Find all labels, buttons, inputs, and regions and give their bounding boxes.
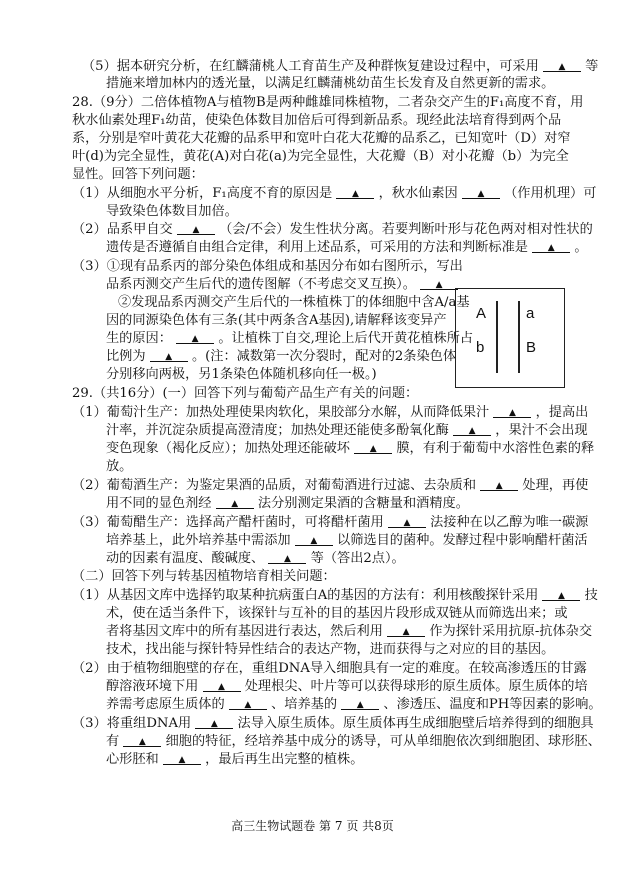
answer-blank bbox=[123, 734, 161, 747]
answer-blank bbox=[480, 478, 518, 491]
gene-label: a bbox=[526, 305, 535, 322]
gene-label: b bbox=[476, 339, 485, 356]
answer-blank bbox=[341, 697, 379, 710]
answer-blank bbox=[295, 533, 333, 546]
text-line: 叶(d)为完全显性，黄花(A)对白花(a)为完全显性，大花瓣（B）对小花瓣（b）为完全 bbox=[72, 149, 569, 164]
answer-blank bbox=[163, 752, 201, 765]
answer-blank bbox=[420, 277, 458, 290]
answer-blank bbox=[336, 186, 374, 199]
answer-blank bbox=[177, 222, 215, 235]
text-line: 心形胚和 ▲ ，最后再生出完整的植株。 bbox=[106, 751, 363, 768]
text-line: 养需考虑原生质体的 ▲ 、培养基的 ▲ 、渗透压、温度和PH等因素的影响。 bbox=[106, 696, 602, 713]
text-line: 变色现象（褐化反应）；加热处理还能破坏 ▲ 膜，有利于葡萄中水溶性色素的释 bbox=[106, 440, 594, 457]
answer-blank bbox=[216, 496, 254, 509]
text-line: 29.（共16分）(一）回答下列与葡萄产品生产有关的问题： bbox=[72, 386, 419, 401]
text-line: 汁率，并沉淀杂质提高澄清度；加热处理还能使多酚氧化酶 ▲ ，果汁不会出现 bbox=[106, 422, 588, 439]
answer-blank bbox=[453, 423, 491, 436]
text-line: （3）将重组DNA用 ▲ 法导入原生质体。原生质体再生成细胞壁后培养得到的细胞具 bbox=[72, 715, 594, 732]
text-line: （2）由于植物细胞壁的存在，重组DNA导入细胞具有一定的难度。在较高渗透压的甘露 bbox=[72, 661, 587, 676]
text-line: 动的因素有温度、酸碱度、 ▲ 等（答出2点）。 bbox=[106, 550, 405, 567]
text-line: 品系丙测交产生后代的遗传图解（不考虑交叉互换）。 ▲ bbox=[106, 276, 458, 293]
text-line: 分别移向两极，另1条染色体随机移向任一极。) bbox=[106, 367, 377, 382]
text-line: 技术，找出能与探针特异性结合的表达产物，进而获得与之对应的目的基因。 bbox=[106, 642, 555, 657]
text-line: 者将基因文库中的所有基因进行表达，然后利用 ▲ 作为探针采用抗原-抗体杂交 bbox=[106, 623, 592, 640]
text-line: 醇溶液环境下用 ▲ 处理根尖、叶片等可以获得球形的原生质体。原生质体的培 bbox=[106, 678, 588, 695]
answer-blank bbox=[387, 624, 425, 637]
gene-label: A bbox=[476, 305, 487, 322]
answer-blank bbox=[462, 186, 500, 199]
text-line: ②发现品系丙测交产生后代的一株植株丁的体细胞中含A/a基 bbox=[118, 295, 470, 310]
answer-blank bbox=[203, 679, 241, 692]
answer-blank bbox=[354, 441, 392, 454]
text-line: 用不同的显色剂经 ▲ 法分别测定果酒的含糖量和酒精度。 bbox=[106, 495, 469, 512]
chromosome-left bbox=[496, 301, 498, 373]
text-line: 培养基上，此外培养基中需添加 ▲ 以筛选目的菌种。发酵过程中影响醋杆菌活 bbox=[106, 532, 588, 549]
chromosome-diagram bbox=[455, 288, 565, 388]
text-line: （2）品系甲自交 ▲ （会/不会）发生性状分离。若要判断叶形与花色两对相对性状的 bbox=[72, 221, 593, 238]
text-line: 遗传是否遵循自由组合定律，利用上述品系，可采用的方法和判断标准是 ▲ 。 bbox=[106, 239, 588, 256]
text-line: 术，使在适当条件下，该探针与互补的目的基因片段形成双链从而筛选出来；或 bbox=[106, 606, 568, 621]
text-line: 比例为 ▲ 。(注：减数第一次分裂时，配对的2条染色体 bbox=[106, 348, 456, 365]
text-line: （3）①现有品系丙的部分染色体组成和基因分布如右图所示，写出 bbox=[72, 259, 463, 274]
gene-label: B bbox=[526, 339, 537, 356]
text-line: （5）据本研究分析，在红麟蒲桃人工育苗生产及种群恢复建设过程中，可采用 ▲ 等 bbox=[82, 58, 598, 75]
text-line: 生的原因： ▲ 。让植株丁自交,理论上后代开黄花植株所占 bbox=[106, 330, 473, 347]
text-line: （3）葡萄醋生产：选择高产醋杆菌时，可将醋杆菌用 ▲ 法接种在以乙醇为唯一碳源 bbox=[72, 514, 588, 531]
text-line: 系，分别是窄叶黄花大花瓣的品系甲和宽叶白花大花瓣的品系乙，已知宽叶（D）对窄 bbox=[72, 131, 571, 146]
text-line: 秋水仙素处理F₁幼苗，使染色体数目加倍后可得到新品系。现经此法培育得到两个品 bbox=[72, 113, 562, 128]
text-line: 28.（9分）二倍体植物A与植物B是两种雌雄同株植物，二者杂交产生的F₁高度不育，用 bbox=[72, 95, 584, 110]
text-line: 导致染色体数目加倍。 bbox=[106, 204, 238, 219]
answer-blank bbox=[542, 588, 580, 601]
answer-blank bbox=[268, 551, 306, 564]
text-line: 放。 bbox=[106, 459, 133, 474]
text-line: （1）从基因文库中选择钓取某种抗病蛋白A的基因的方法有：利用核酸探针采用 ▲ 技 bbox=[72, 587, 598, 604]
text-line: （1）从细胞水平分析，F₁高度不育的原因是 ▲ ，秋水仙素因 ▲ （作用机理）可 bbox=[72, 185, 596, 202]
answer-blank bbox=[176, 331, 214, 344]
answer-blank bbox=[195, 716, 233, 729]
answer-blank bbox=[388, 515, 426, 528]
answer-blank bbox=[150, 349, 188, 362]
text-line: （1）葡萄汁生产：加热处理使果肉软化，果胶部分水解，从而降低果汁 ▲ ，提高出 bbox=[72, 404, 588, 421]
text-line: 显性。回答下列问题： bbox=[72, 167, 204, 182]
answer-blank bbox=[543, 59, 581, 72]
answer-blank bbox=[229, 697, 267, 710]
text-line: 有 ▲ 细胞的特征，经培养基中成分的诱导，可从单细胞依次到细胞团、球形胚、 bbox=[106, 733, 601, 750]
answer-blank bbox=[493, 405, 531, 418]
text-line: 措施来增加林内的透光量，以满足红麟蒲桃幼苗生长发育及自然更新的需求。 bbox=[106, 76, 555, 91]
chromosome-right bbox=[518, 301, 520, 373]
answer-blank bbox=[532, 240, 570, 253]
text-line: （2）葡萄酒生产：为鉴定果酒的品质，对葡萄酒进行过滤、去杂质和 ▲ 处理，再使 bbox=[72, 477, 588, 494]
text-line: （二）回答下列与转基因植物培育相关问题： bbox=[72, 569, 336, 584]
text-line: 因的同源染色体有三条(其中两条含A基因),请解释该变异产 bbox=[106, 313, 447, 328]
page-footer: 高三生物试题卷 第 7 页 共8页 bbox=[231, 819, 394, 833]
